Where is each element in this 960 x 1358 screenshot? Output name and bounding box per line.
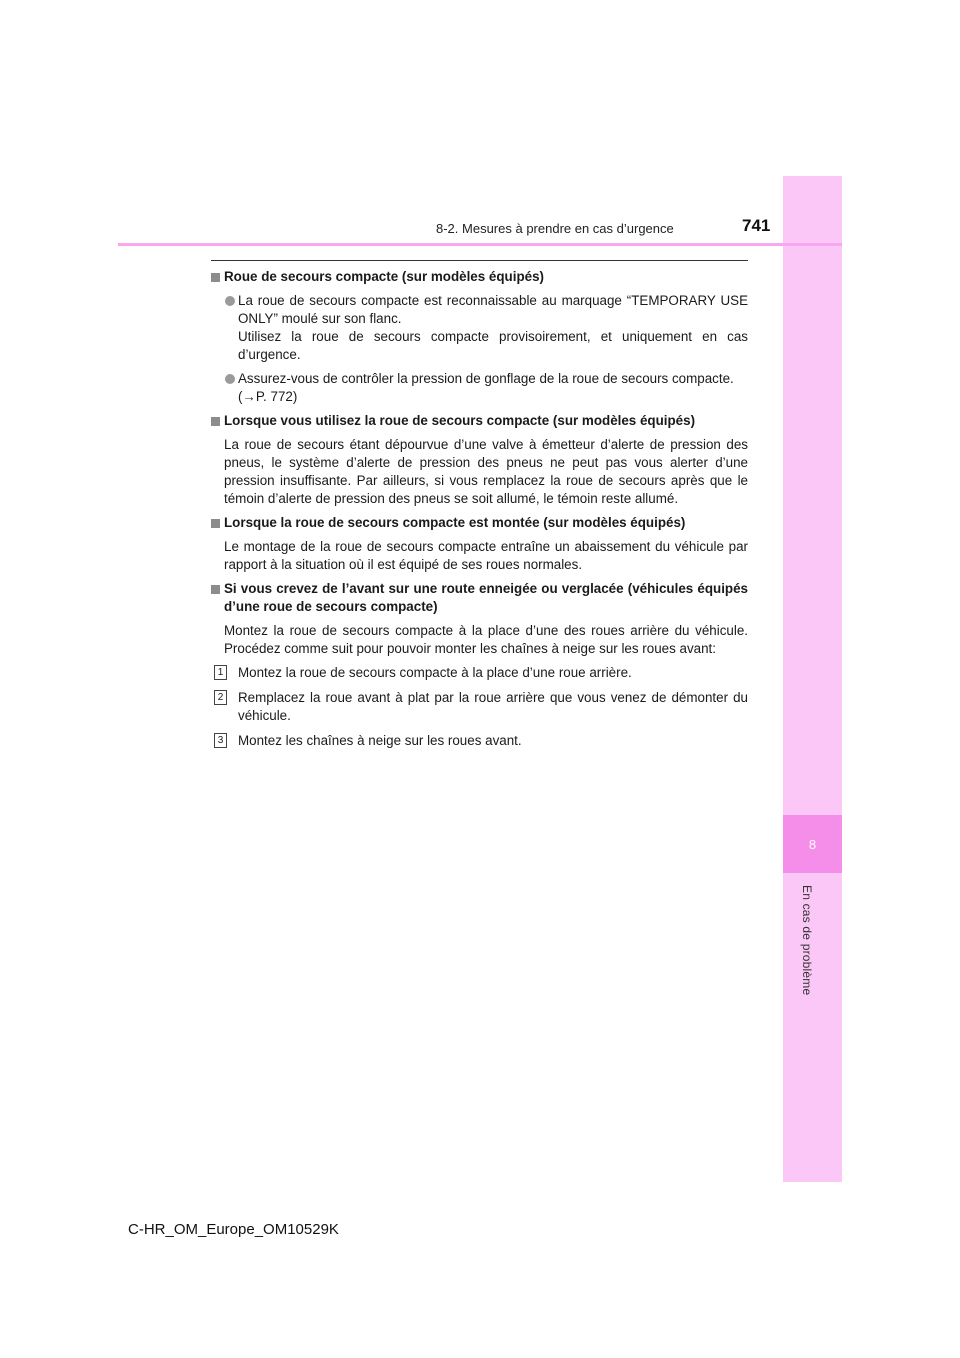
page-number: 741 [742,216,771,235]
heading-using-spare: Lorsque vous utilisez la roue de secours compacte (sur modèles équipés) [211,412,748,430]
step-2: 2 Remplacez la roue avant à plat par la roue arrière que vous venez de démonter du véhicule. [211,689,748,725]
step-1: 1 Montez la roue de secours compacte à la place d’une roue arrière. [211,664,748,682]
step-number: 1 [214,665,227,680]
step-3: 3 Montez les chaînes à neige sur les roues avant. [211,732,748,750]
square-bullet-icon [211,417,220,426]
square-bullet-icon [211,519,220,528]
chapter-label: En cas de problème [800,885,814,996]
circle-bullet-icon [225,374,235,384]
chapter-tab[interactable] [783,815,842,873]
bullet-item: La roue de secours compacte est reconnaissable au marquage “TEMPORARY USE ONLY” moulé sur son flanc. Utilisez la roue de secours compacte provisoirement, et uniquement en cas d’urgence. [211,292,748,364]
bullet-item: Assurez-vous de contrôler la pression de gonflage de la roue de secours compacte. (→P. 772) [211,370,748,406]
header-divider [118,243,842,246]
side-tab [783,176,842,1182]
heading-spare-mounted: Lorsque la roue de secours compacte est montée (sur modèles équipés) [211,514,748,532]
paragraph: Le montage de la roue de secours compacte entraîne un abaissement du véhicule par rapport à la situation où il est équipé de ses roues normales. [224,539,748,572]
page-reference[interactable]: (→P. 772) [238,389,298,404]
heading-front-flat-snow: Si vous crevez de l’avant sur une route enneigée ou verglacée (véhicules équipés d’une roue de secours compacte) [211,580,748,616]
chapter-number: 8 [808,836,817,852]
paragraph: La roue de secours étant dépourvue d’une valve à émetteur d’alerte de pression des pneus, le système d’alerte de pression des pneus ne peut pas vous alerter d’une pression insuffisante. Par ailleurs, si vous remplacez la roue de secours après que le témoin d’alerte de pression des pneus se soit allumé, le témoin reste allumé. [224,437,748,506]
step-number: 3 [214,733,227,748]
paragraph: Montez la roue de secours compacte à la place d’une des roues arrière du véhicule. Procédez comme suit pour pouvoir monter les chaînes à neige sur les roues avant: [224,623,748,656]
page-content [211,268,748,757]
document-id: C-HR_OM_Europe_OM10529K [128,1221,339,1238]
square-bullet-icon [211,585,220,594]
content-top-rule [211,260,748,261]
circle-bullet-icon [225,296,235,306]
square-bullet-icon [211,273,220,282]
section-title: 8-2. Mesures à prendre en cas d’urgence [436,221,674,236]
heading-compact-spare: Roue de secours compacte (sur modèles équipés) [211,268,748,286]
step-number: 2 [214,690,227,705]
